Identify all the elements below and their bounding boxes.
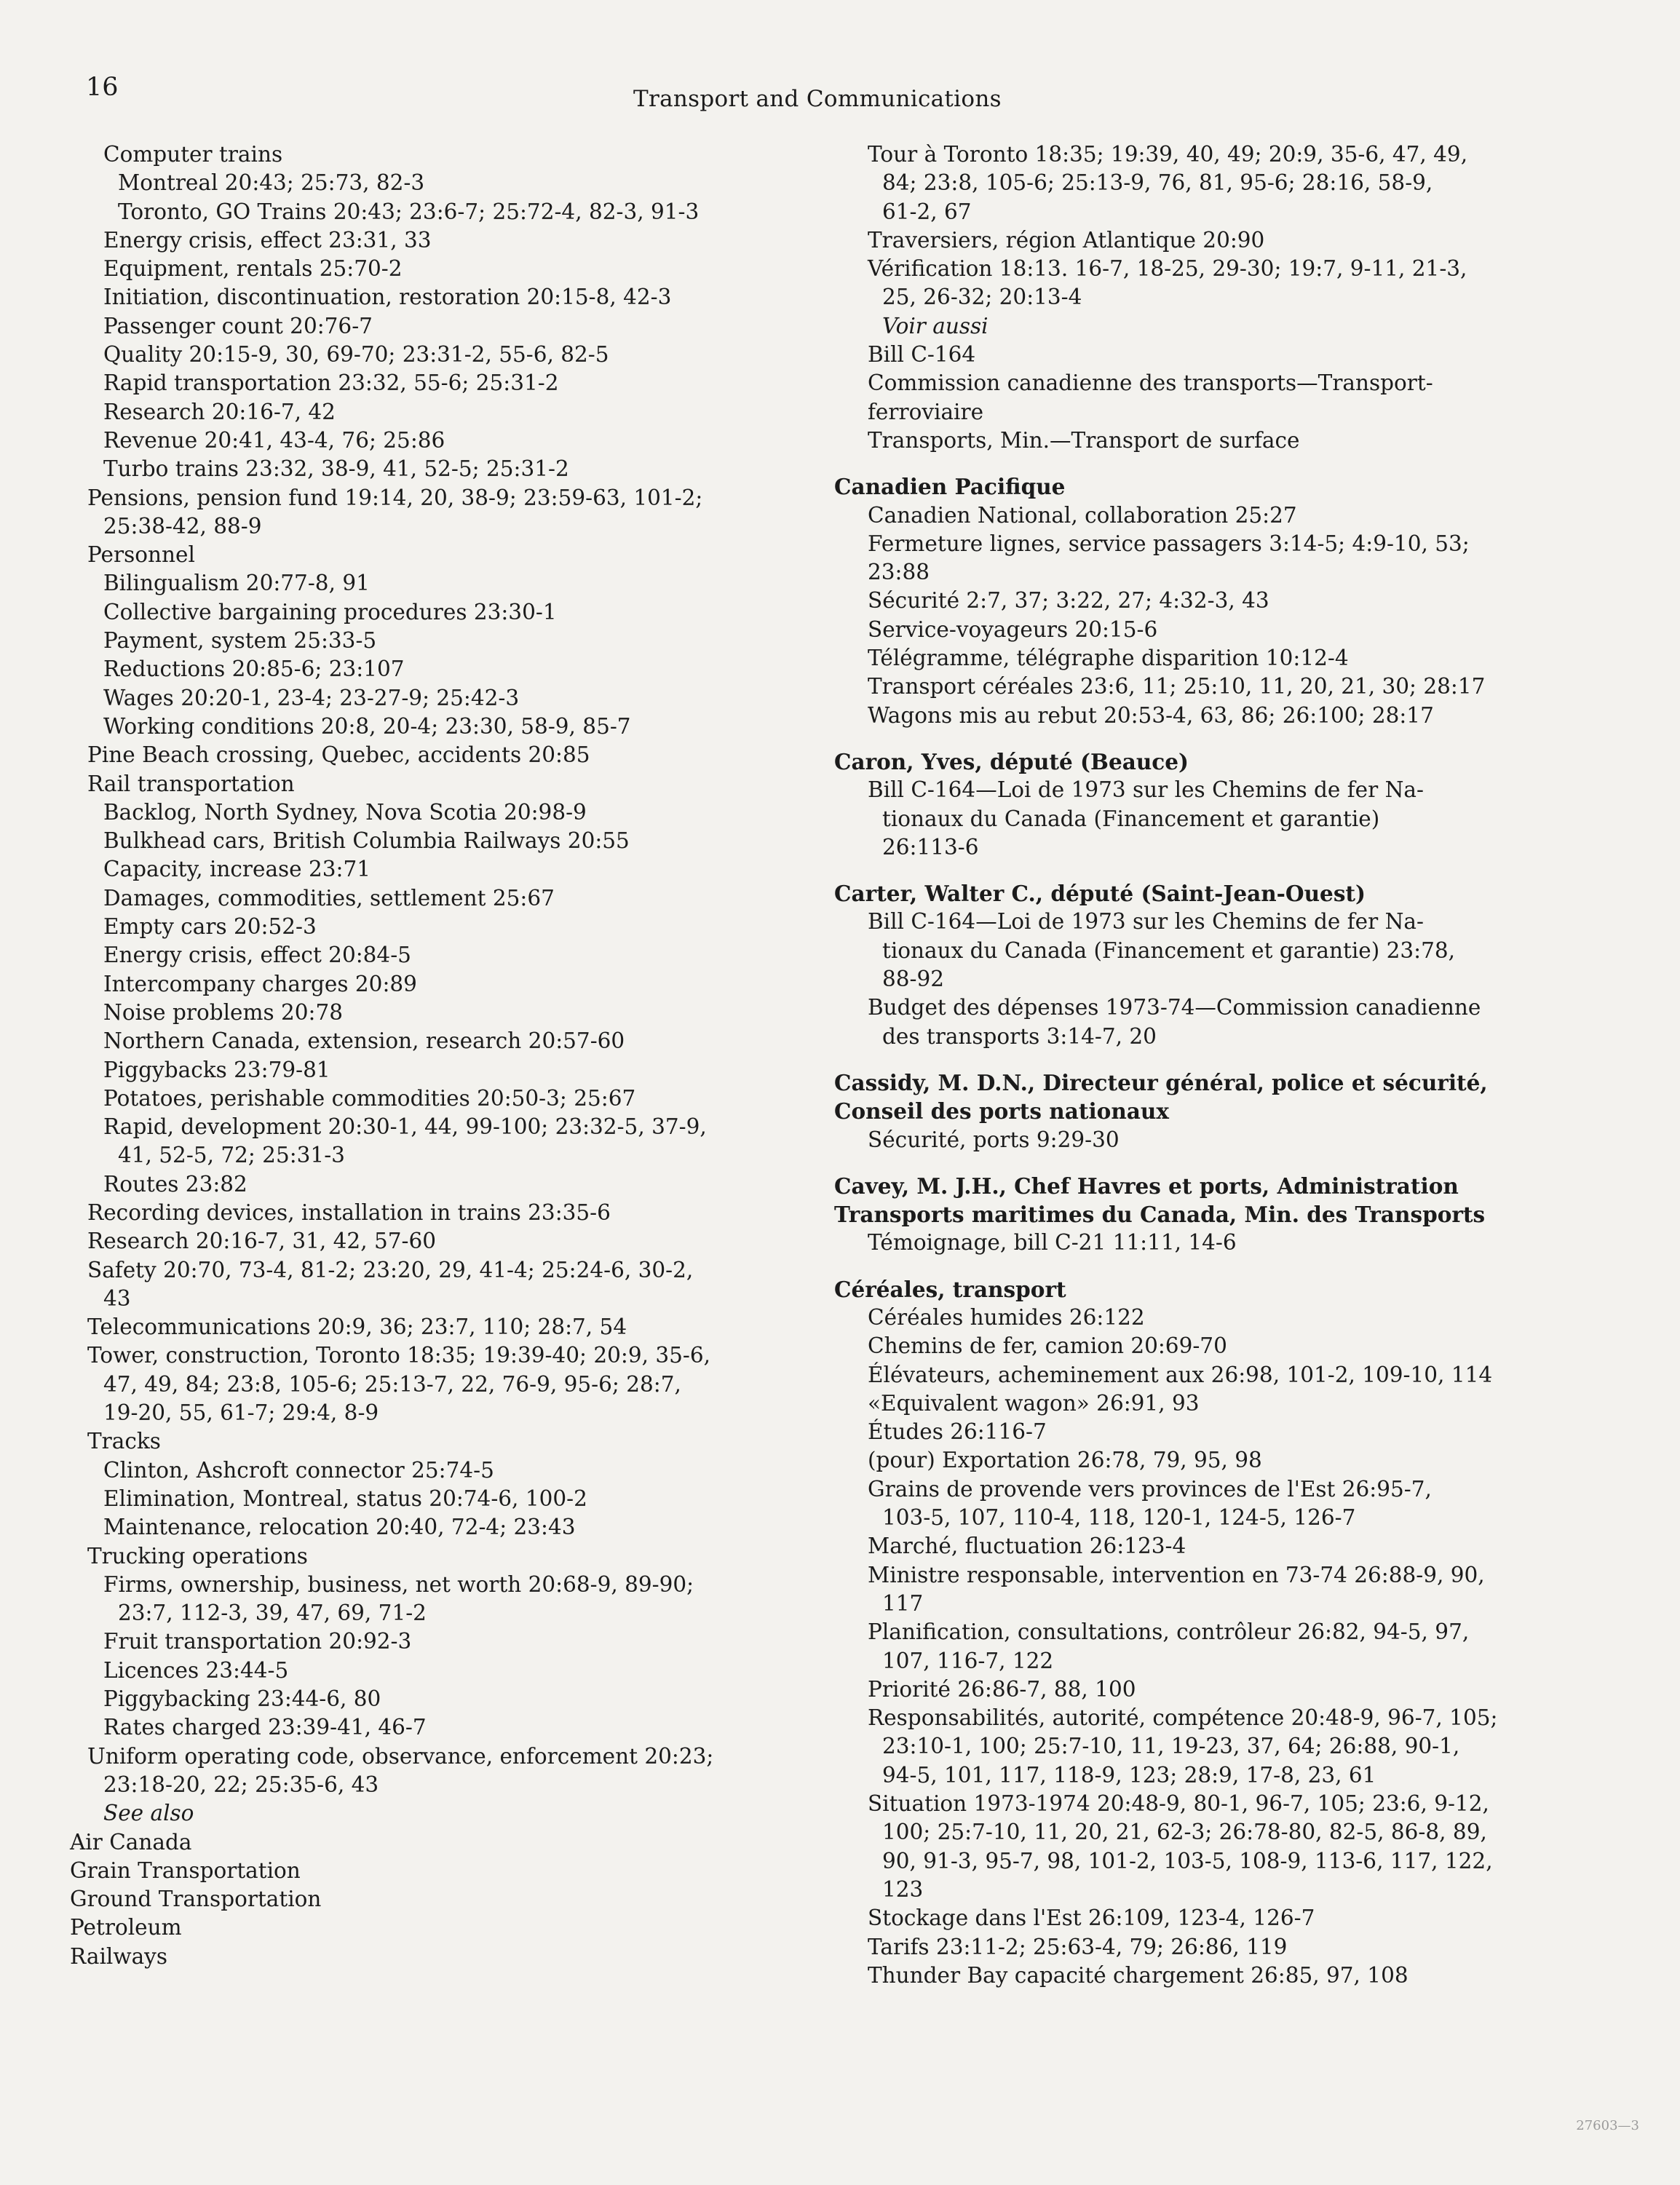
index-entry: Sécurité, ports 9:29-30 [868, 1127, 1120, 1152]
index-entry: Computer trains [103, 142, 283, 167]
index-entry: Turbo trains 23:32, 38-9, 41, 52-5; 25:31-2 [103, 456, 569, 482]
index-entry: tionaux du Canada (Financement et garantie) [882, 806, 1380, 831]
index-entry: Chemins de fer, camion 20:69-70 [868, 1333, 1227, 1359]
index-entry: tionaux du Canada (Financement et garantie) 23:78, [882, 937, 1456, 963]
index-entry: Backlog, North Sydney, Nova Scotia 20:98-9 [103, 799, 587, 825]
index-entry: Marché, fluctuation 26:123-4 [868, 1534, 1186, 1559]
index-entry: 100; 25:7-10, 11, 20, 21, 62-3; 26:78-80, 82-5, 86-8, 89, [882, 1820, 1487, 1845]
index-entry: Bilingualism 20:77-8, 91 [103, 571, 370, 596]
index-entry: Elimination, Montreal, status 20:74-6, 100-2 [103, 1486, 587, 1511]
index-entry: Bill C-164 [868, 342, 976, 368]
index-entry: Tarifs 23:11-2; 25:63-4, 79; 26:86, 119 [868, 1934, 1288, 1959]
index-entry: Fermeture lignes, service passagers 3:14-5; 4:9-10, 53; [868, 531, 1470, 556]
index-entry: 23:18-20, 22; 25:35-6, 43 [103, 1772, 379, 1797]
index-heading: Cassidy, M. D.N., Directeur général, police et sécurité, [834, 1069, 1488, 1095]
running-head: Transport and Communications [633, 86, 1002, 112]
index-entry: Stockage dans l'Est 26:109, 123-4, 126-7 [868, 1906, 1315, 1931]
index-entry: 25, 26-32; 20:13-4 [882, 285, 1082, 310]
index-entry: Transports, Min.—Transport de surface [868, 427, 1300, 453]
index-column-left [70, 140, 827, 1971]
index-entry: Responsabilités, autorité, compétence 20:48-9, 96-7, 105; [868, 1705, 1498, 1731]
index-entry: Bill C-164—Loi de 1973 sur les Chemins de fer Na- [868, 909, 1424, 935]
index-entry: Payment, system 25:33-5 [103, 628, 377, 654]
index-heading: Caron, Yves, député (Beauce) [834, 748, 1189, 774]
index-entry: Northern Canada, extension, research 20:57-60 [103, 1028, 625, 1054]
index-entry: Piggybacking 23:44-6, 80 [103, 1686, 381, 1712]
index-entry: Traversiers, région Atlantique 20:90 [868, 227, 1265, 253]
index-entry: Firms, ownership, business, net worth 20:68-9, 89-90; [103, 1571, 694, 1597]
index-heading: Canadien Pacifique [834, 474, 1066, 500]
index-entry: Télégramme, télégraphe disparition 10:12-4 [868, 646, 1349, 671]
index-entry: Noise problems 20:78 [103, 999, 344, 1025]
index-heading: Cavey, M. J.H., Chef Havres et ports, Administration [834, 1173, 1459, 1199]
index-entry: 88-92 [882, 967, 945, 992]
index-entry: Grains de provende vers provinces de l'Est 26:95-7, [868, 1476, 1432, 1502]
index-heading: Carter, Walter C., député (Saint-Jean-Ouest) [834, 881, 1366, 907]
index-entry: Tour à Toronto 18:35; 19:39, 40, 49; 20:9, 35-6, 47, 49, [868, 142, 1468, 167]
index-entry: Telecommunications 20:9, 36; 23:7, 110; 28:7, 54 [87, 1314, 627, 1340]
index-entry: Potatoes, perishable commodities 20:50-3; 25:67 [103, 1085, 636, 1111]
page-number: 16 [86, 73, 119, 102]
index-entry: Pensions, pension fund 19:14, 20, 38-9; 23:59-63, 101-2; [87, 485, 703, 510]
index-entry: Capacity, increase 23:71 [103, 857, 371, 882]
index-entry: Ground Transportation [70, 1887, 322, 1912]
index-entry: Energy crisis, effect 20:84-5 [103, 943, 411, 968]
index-entry: Railways [70, 1943, 167, 1969]
index-entry: Tracks [87, 1429, 161, 1454]
index-entry: Uniform operating code, observance, enforcement 20:23; [87, 1743, 714, 1769]
index-entry: Bill C-164—Loi de 1973 sur les Chemins de fer Na- [868, 777, 1424, 803]
index-entry: Vérification 18:13. 16-7, 18-25, 29-30; 19:7, 9-11, 21-3, [868, 256, 1467, 282]
index-entry: 47, 49, 84; 23:8, 105-6; 25:13-7, 22, 76-9, 95-6; 28:7, [103, 1371, 681, 1397]
index-entry: Research 20:16-7, 31, 42, 57-60 [87, 1229, 436, 1254]
index-entry: Equipment, rentals 25:70-2 [103, 256, 403, 282]
index-entry: Trucking operations [87, 1543, 308, 1569]
index-entry: 103-5, 107, 110-4, 118, 120-1, 124-5, 126-7 [882, 1505, 1356, 1531]
index-entry: Air Canada [70, 1829, 192, 1855]
index-entry: 26:113-6 [882, 834, 979, 860]
index-entry: Thunder Bay capacité chargement 26:85, 97, 108 [868, 1962, 1408, 1988]
index-entry: Service-voyageurs 20:15-6 [868, 616, 1158, 642]
footer-mark: 27603—3 [1576, 2118, 1639, 2133]
index-entry: Transport céréales 23:6, 11; 25:10, 11, 20, 21, 30; 28:17 [868, 674, 1486, 699]
index-entry: See also [103, 1801, 194, 1826]
index-entry: Rapid transportation 23:32, 55-6; 25:31-2 [103, 370, 559, 396]
index-entry: Sécurité 2:7, 37; 3:22, 27; 4:32-3, 43 [868, 588, 1269, 614]
index-entry: 84; 23:8, 105-6; 25:13-9, 76, 81, 95-6; 28:16, 58-9, [882, 170, 1433, 196]
index-entry: Céréales humides 26:122 [868, 1304, 1145, 1330]
index-heading: Transports maritimes du Canada, Min. des Transports [834, 1202, 1486, 1228]
index-entry: 43 [103, 1285, 131, 1311]
index-entry: Témoignage, bill C-21 11:11, 14-6 [868, 1230, 1237, 1256]
index-entry: Research 20:16-7, 42 [103, 399, 336, 424]
index-entry: Routes 23:82 [103, 1171, 247, 1197]
index-entry: Rail transportation [87, 771, 295, 796]
index-entry: Élévateurs, acheminement aux 26:98, 101-2, 109-10, 114 [868, 1362, 1493, 1387]
index-entry: Montreal 20:43; 25:73, 82-3 [118, 170, 425, 196]
index-entry: 25:38-42, 88-9 [103, 513, 262, 539]
index-entry: Tower, construction, Toronto 18:35; 19:39-40; 20:9, 35-6, [87, 1343, 710, 1368]
index-entry: Passenger count 20:76-7 [103, 313, 373, 338]
index-entry: Planification, consultations, contrôleur 26:82, 94-5, 97, [868, 1619, 1470, 1645]
index-entry: Safety 20:70, 73-4, 81-2; 23:20, 29, 41-4; 25:24-6, 30-2, [87, 1257, 694, 1282]
index-entry: Piggybacks 23:79-81 [103, 1057, 330, 1082]
index-entry: 107, 116-7, 122 [882, 1648, 1054, 1673]
index-entry: 23:7, 112-3, 39, 47, 69, 71-2 [118, 1601, 427, 1626]
index-entry: 19-20, 55, 61-7; 29:4, 8-9 [103, 1400, 379, 1426]
index-entry: Maintenance, relocation 20:40, 72-4; 23:43 [103, 1515, 576, 1540]
index-entry: Situation 1973-1974 20:48-9, 80-1, 96-7, 105; 23:6, 9-12, [868, 1791, 1489, 1817]
index-entry: Collective bargaining procedures 23:30-1 [103, 599, 557, 624]
index-entry: Damages, commodities, settlement 25:67 [103, 885, 555, 911]
index-entry: 41, 52-5, 72; 25:31-3 [118, 1143, 345, 1168]
index-entry: 94-5, 101, 117, 118-9, 123; 28:9, 17-8, 23, 61 [882, 1762, 1376, 1788]
index-entry: Ministre responsable, intervention en 73-74 26:88-9, 90, [868, 1562, 1485, 1587]
index-entry: 117 [882, 1590, 924, 1616]
index-entry: Clinton, Ashcroft connector 25:74-5 [103, 1457, 494, 1483]
index-column-right [834, 140, 1584, 1990]
index-entry: ferroviaire [868, 399, 984, 424]
index-entry: Intercompany charges 20:89 [103, 971, 417, 996]
index-entry: Revenue 20:41, 43-4, 76; 25:86 [103, 427, 445, 453]
index-entry: Canadien National, collaboration 25:27 [868, 502, 1297, 528]
index-entry: Licences 23:44-5 [103, 1657, 289, 1683]
index-entry: Budget des dépenses 1973-74—Commission canadienne [868, 995, 1481, 1020]
index-entry: 61-2, 67 [882, 199, 972, 224]
index-entry: Wagons mis au rebut 20:53-4, 63, 86; 26:100; 28:17 [868, 702, 1434, 728]
index-entry: Commission canadienne des transports—Transport- [868, 370, 1433, 396]
index-entry: Quality 20:15-9, 30, 69-70; 23:31-2, 55-6, 82-5 [103, 342, 609, 368]
index-entry: Rates charged 23:39-41, 46-7 [103, 1715, 427, 1740]
index-entry: Voir aussi [882, 313, 988, 338]
index-entry: Reductions 20:85-6; 23:107 [103, 657, 405, 682]
index-entry: 90, 91-3, 95-7, 98, 101-2, 103-5, 108-9, 113-6, 117, 122, [882, 1848, 1493, 1873]
index-entry: Priorité 26:86-7, 88, 100 [868, 1676, 1136, 1702]
index-entry: Petroleum [70, 1915, 182, 1940]
index-entry: 23:88 [868, 560, 930, 585]
index-heading: Céréales, transport [834, 1276, 1066, 1302]
index-entry: Toronto, GO Trains 20:43; 23:6-7; 25:72-4, 82-3, 91-3 [118, 199, 700, 224]
index-entry: 123 [882, 1876, 924, 1902]
index-entry: Pine Beach crossing, Quebec, accidents 20:85 [87, 742, 590, 768]
index-entry: Fruit transportation 20:92-3 [103, 1629, 412, 1654]
index-entry: Études 26:116-7 [868, 1419, 1047, 1445]
index-entry: Grain Transportation [70, 1857, 301, 1883]
index-entry: Initiation, discontinuation, restoration 20:15-8, 42-3 [103, 285, 672, 310]
index-entry: des transports 3:14-7, 20 [882, 1023, 1157, 1049]
index-entry: 23:10-1, 100; 25:7-10, 11, 19-23, 37, 64; 26:88, 90-1, [882, 1734, 1460, 1759]
index-entry: Rapid, development 20:30-1, 44, 99-100; 23:32-5, 37-9, [103, 1114, 707, 1140]
index-entry: Personnel [87, 542, 195, 568]
index-entry: Working conditions 20:8, 20-4; 23:30, 58-9, 85-7 [103, 713, 631, 739]
index-entry: Bulkhead cars, British Columbia Railways 20:55 [103, 828, 630, 854]
index-entry: Recording devices, installation in trains 23:35-6 [87, 1199, 611, 1225]
index-heading: Conseil des ports nationaux [834, 1098, 1169, 1125]
index-entry: (pour) Exportation 26:78, 79, 95, 98 [868, 1448, 1262, 1473]
index-entry: Empty cars 20:52-3 [103, 914, 317, 940]
index-entry: Energy crisis, effect 23:31, 33 [103, 227, 432, 253]
index-entry: «Equivalent wagon» 26:91, 93 [868, 1390, 1200, 1416]
index-entry: Wages 20:20-1, 23-4; 23-27-9; 25:42-3 [103, 685, 520, 710]
